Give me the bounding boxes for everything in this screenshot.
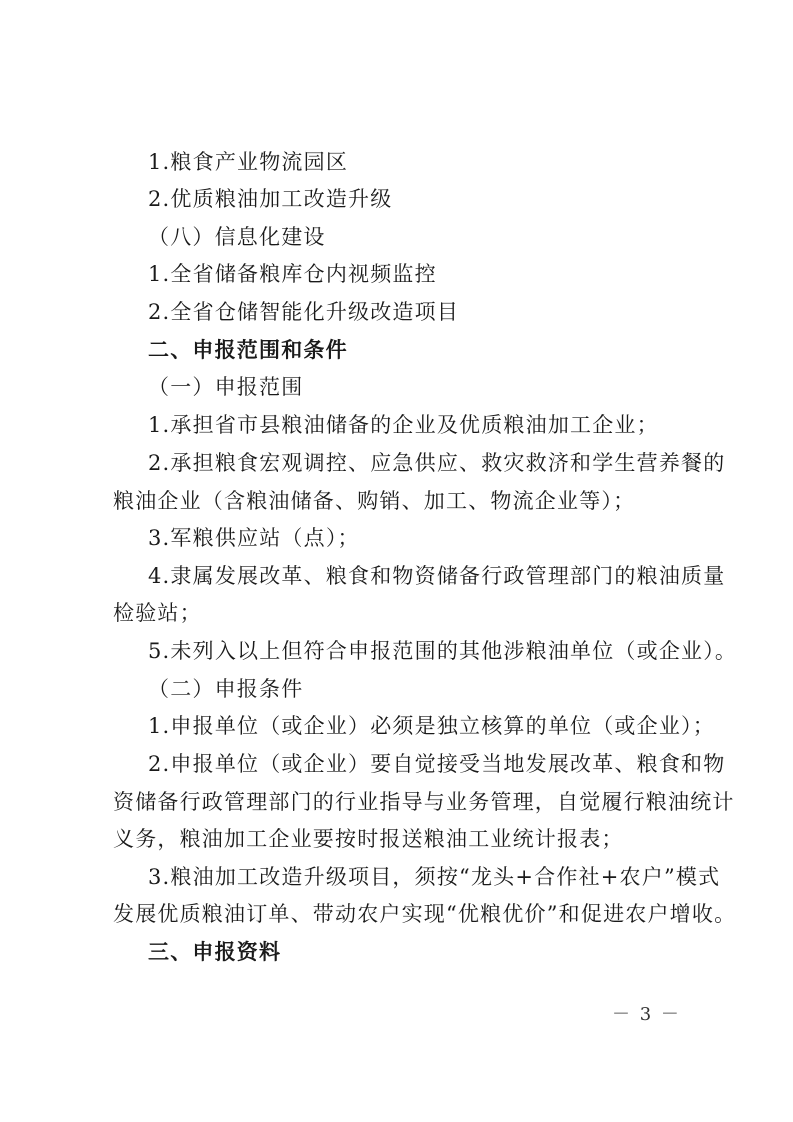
list-item-oil-processing-upgrade: 2.优质粮油加工改造升级: [148, 187, 393, 211]
paragraph-line: 2.申报单位（或企业）要自觉接受当地发展改革、粮食和物: [148, 752, 726, 776]
section-heading-scope-conditions: 二、申报范围和条件: [148, 337, 348, 362]
page-number: － 3 －: [612, 1004, 681, 1025]
paragraph-line: 5.未列入以上但符合申报范围的其他涉粮油单位（或企业）。: [148, 639, 738, 663]
paragraph-line: 3.军粮供应站（点）；: [148, 526, 360, 550]
subsection-heading-conditions: （二）申报条件: [148, 677, 304, 701]
paragraph-line: 2.承担粮食宏观调控、应急供应、救灾救济和学生营养餐的: [148, 451, 726, 475]
subsection-heading-scope: （一）申报范围: [148, 375, 304, 399]
paragraph-line: 检验站；: [113, 601, 202, 625]
paragraph-line: 1.承担省市县粮油储备的企业及优质粮油加工企业；: [148, 413, 659, 437]
list-item-video-monitoring: 1.全省储备粮库仓内视频监控: [148, 262, 437, 286]
paragraph-line: 3.粮油加工改造升级项目，须按“龙头+合作社+农户”模式: [148, 865, 721, 889]
paragraph-line: 4.隶属发展改革、粮食和物资储备行政管理部门的粮油质量: [148, 564, 726, 588]
subsection-heading-informatization: （八）信息化建设: [148, 225, 326, 249]
list-item-smart-warehouse: 2.全省仓储智能化升级改造项目: [148, 300, 460, 324]
paragraph-line: 资储备行政管理部门的行业指导与业务管理，自觉履行粮油统计: [113, 790, 735, 814]
list-item-logistics-park: 1.粮食产业物流园区: [148, 150, 349, 174]
paragraph-line: 义务，粮油加工企业要按时报送粮油工业统计报表；: [113, 827, 624, 851]
paragraph-line: 粮油企业（含粮油储备、购销、加工、物流企业等）；: [113, 489, 636, 513]
paragraph-line: 1.申报单位（或企业）必须是独立核算的单位（或企业）；: [148, 714, 715, 738]
paragraph-line: 发展优质粮油订单、带动农户实现“优粮优价”和促进农户增收。: [113, 902, 737, 926]
section-heading-materials: 三、申报资料: [148, 939, 282, 964]
